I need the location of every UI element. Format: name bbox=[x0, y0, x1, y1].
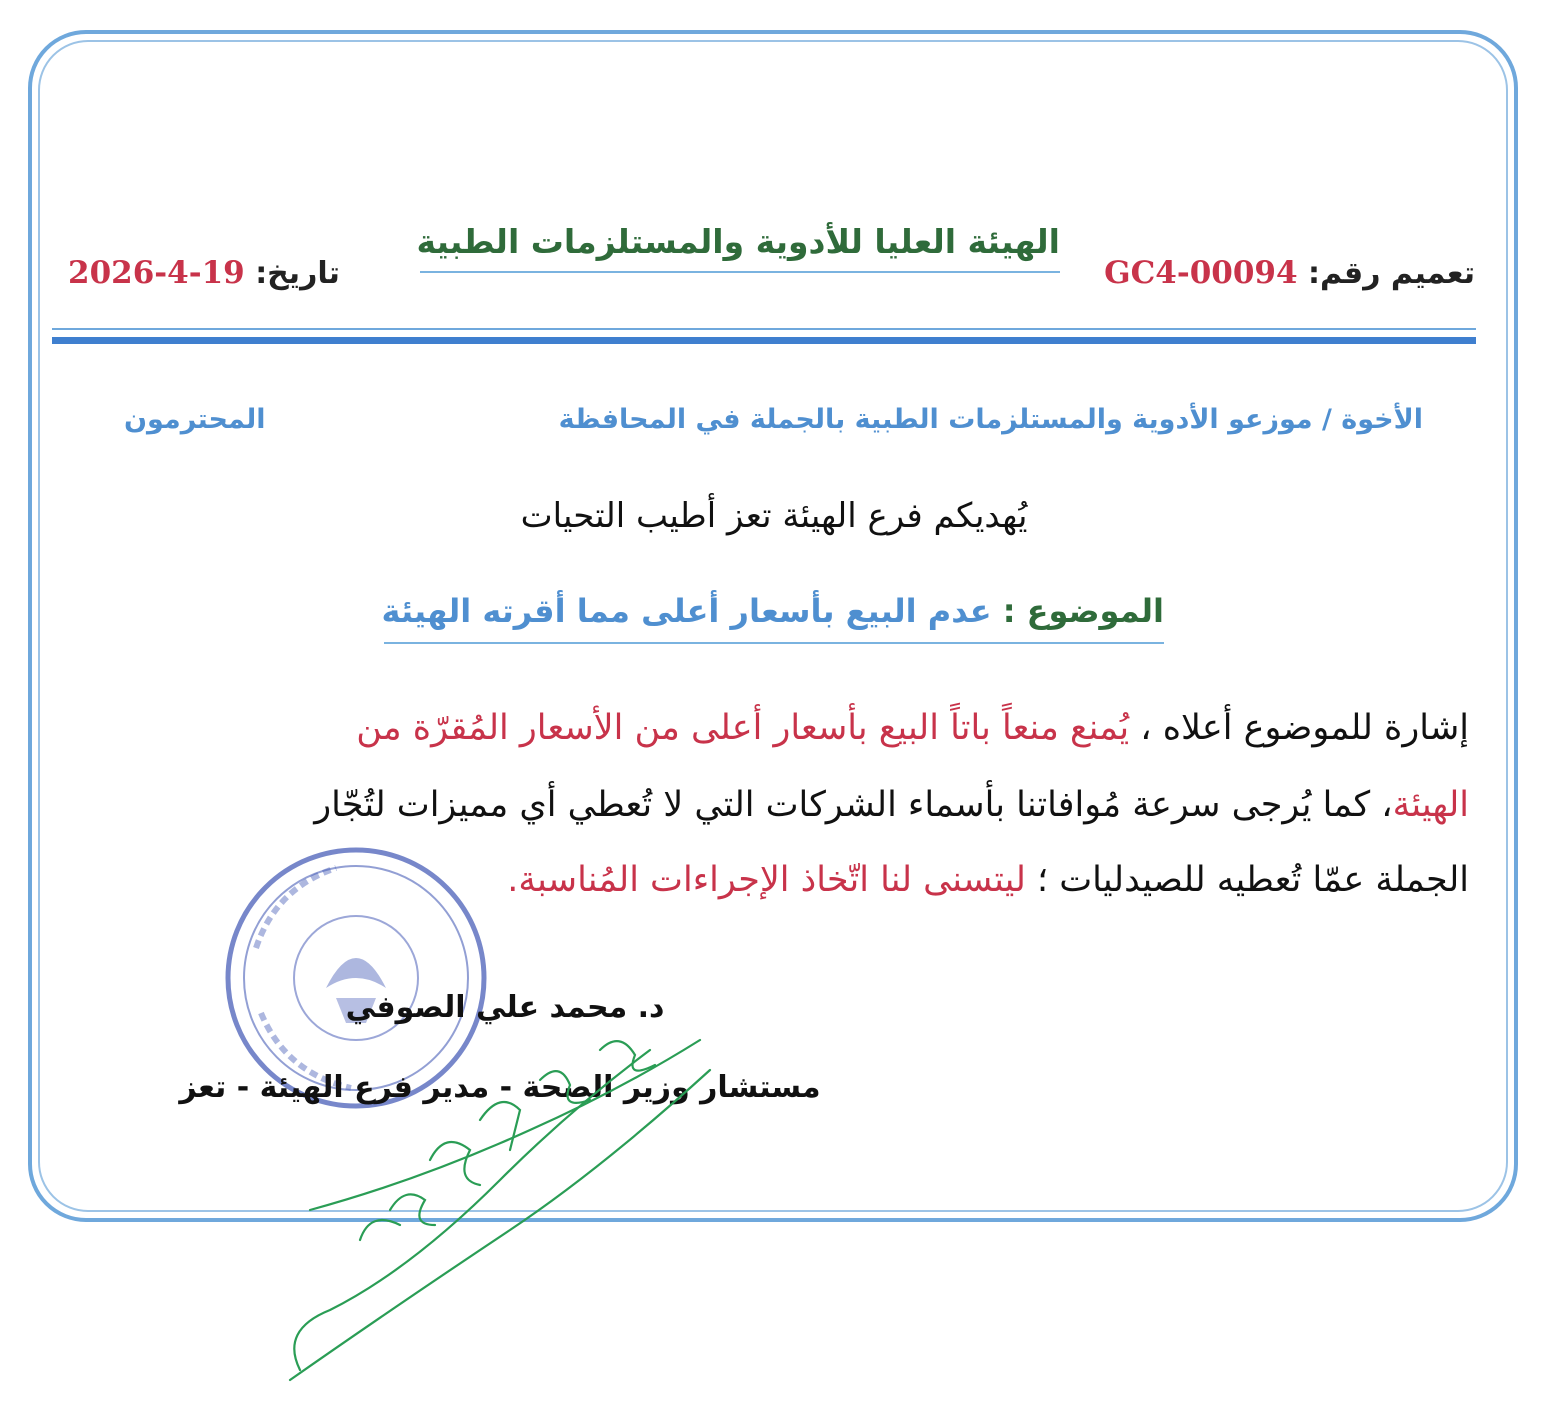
letter-date bbox=[68, 255, 340, 291]
date-value: 2026-4-19 bbox=[68, 255, 245, 291]
subject-label: الموضوع : bbox=[1002, 592, 1164, 630]
addressee-honorific: المحترمون bbox=[124, 404, 266, 435]
body-line-1 bbox=[69, 708, 1469, 748]
header-rule-thin bbox=[52, 328, 1476, 330]
body-line-2-emphasis: الهيئة bbox=[1392, 785, 1469, 825]
body-line-2 bbox=[69, 785, 1469, 825]
body-line-3-plain: الجملة عمّا تُعطيه للصيدليات ؛ bbox=[1025, 860, 1469, 900]
circular-label: تعميم رقم: bbox=[1308, 256, 1475, 291]
signatory-name: د. محمد علي الصوفي bbox=[345, 990, 665, 1025]
circular-number bbox=[1104, 255, 1475, 291]
body-line-3-emphasis: ليتسنى لنا اتّخاذ الإجراءات المُناسبة. bbox=[507, 860, 1026, 900]
body-line-2-plain: ، كما يُرجى سرعة مُوافاتنا بأسماء الشركات التي لا تُعطي أي مميزات لتُجّار bbox=[314, 785, 1393, 825]
subject-text: عدم البيع بأسعار أعلى مما أقرته الهيئة bbox=[381, 592, 992, 630]
handwritten-signature bbox=[270, 1010, 740, 1410]
signatory-role: مستشار وزير الصحة - مدير فرع الهيئة - تعز bbox=[179, 1070, 821, 1105]
subject-line bbox=[381, 592, 1164, 644]
organization-title: الهيئة العليا للأدوية والمستلزمات الطبية bbox=[420, 222, 1060, 273]
greeting: يُهديكم فرع الهيئة تعز أطيب التحيات bbox=[520, 496, 1028, 536]
header-rule-thick bbox=[52, 337, 1476, 344]
date-label: تاريخ: bbox=[255, 256, 340, 291]
body-line-1-plain: إشارة للموضوع أعلاه ، bbox=[1129, 708, 1469, 748]
circular-number-value: GC4-00094 bbox=[1104, 255, 1298, 291]
addressee: الأخوة / موزعو الأدوية والمستلزمات الطبية بالجملة في المحافظة bbox=[558, 404, 1423, 435]
body-line-1-emphasis: يُمنع منعاً باتاً البيع بأسعار أعلى من الأسعار المُقرّة من bbox=[356, 708, 1130, 748]
